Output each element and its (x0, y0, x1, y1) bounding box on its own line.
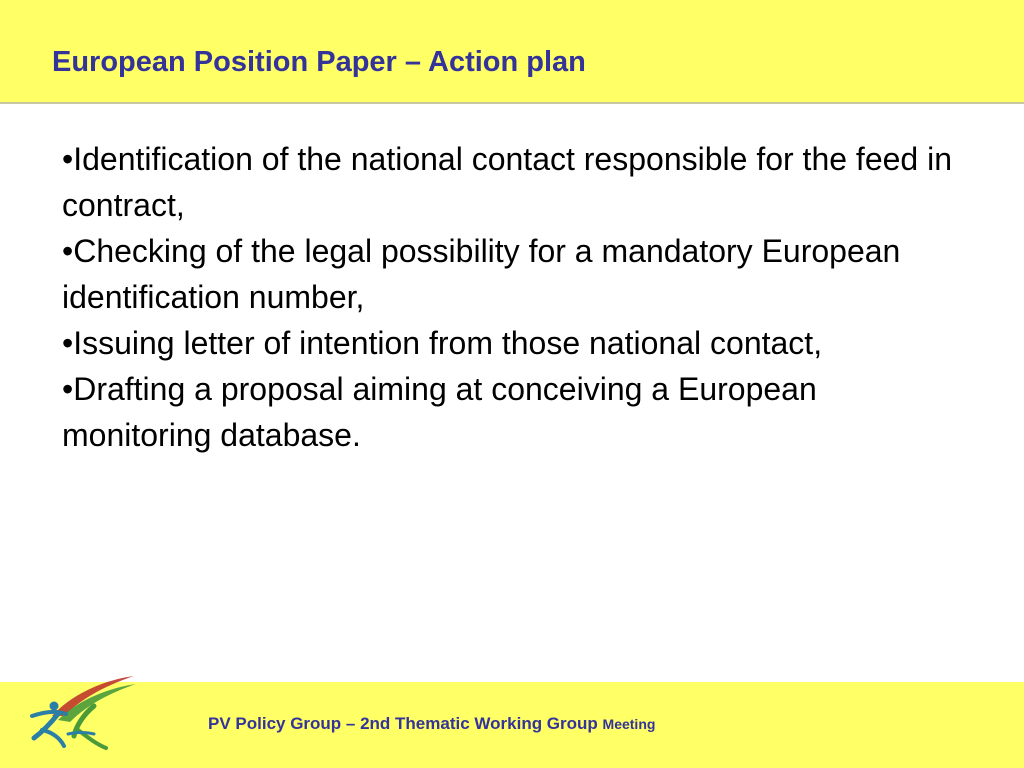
pv-policy-group-logo-icon (24, 672, 140, 758)
bullet-item: •Checking of the legal possibility for a mandatory European identification number, (62, 233, 901, 315)
bullet-item: •Drafting a proposal aiming at conceiving a European monitoring database. (62, 371, 817, 453)
slide-title: European Position Paper – Action plan (52, 46, 586, 78)
bullet-item: •Issuing letter of intention from those national contact, (62, 325, 823, 361)
bullet-item: •Identification of the national contact responsible for the feed in contract, (62, 141, 952, 223)
bullet-list (62, 136, 962, 458)
footer-text-main: PV Policy Group – 2nd Thematic Working Group (208, 714, 603, 733)
footer-text (208, 714, 655, 734)
footer-text-meeting: Meeting (602, 716, 656, 732)
